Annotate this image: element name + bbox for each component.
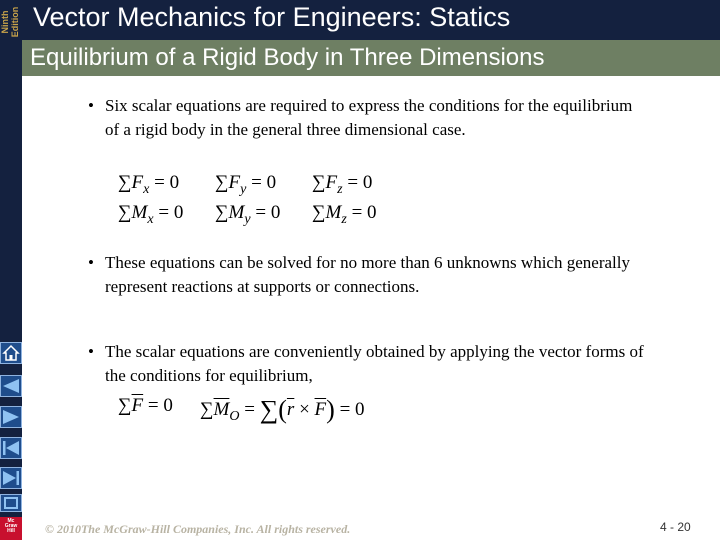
eq-rhs: 0 — [362, 172, 373, 193]
bullet-item — [88, 94, 648, 142]
title-bar — [22, 0, 720, 40]
bullet-symbol: • — [88, 96, 94, 115]
first-slide-button[interactable] — [0, 437, 22, 459]
previous-icon — [1, 376, 21, 396]
bullet-text: These equations can be solved for no more than 6 unknowns which generally represent reactions at supports or connections. — [105, 253, 630, 296]
eq-var: F — [325, 172, 338, 193]
equation-vector-moment: $\sum\overline{M}_O = \sum(\overline{r} \times \overline{F}) = 0$ — [200, 395, 365, 424]
home-button[interactable] — [0, 342, 22, 364]
eq-rhs: 0 — [266, 172, 277, 193]
eq-rhs: 0 — [169, 172, 180, 193]
edition-line-2: Edition — [10, 6, 20, 38]
eq-sub: O — [229, 409, 240, 424]
eq-f: $\overline{F}$ — [314, 399, 327, 420]
bullet-symbol: • — [88, 342, 94, 361]
eq-rhs: 0 — [163, 395, 173, 416]
bullet-symbol: • — [88, 253, 94, 272]
equation-sum-fz: $\sum F_z = 0$ — [312, 172, 373, 197]
eq-var: $\overline{M}$ — [213, 399, 230, 420]
equation-vector-force: $\sum\overline{F} = 0$ — [118, 395, 173, 416]
bullet-text: Six scalar equations are required to express the conditions for the equilibrium of a rigid body in the general three dimensional case. — [105, 96, 633, 139]
eq-sub: x — [143, 182, 150, 197]
eq-sub: x — [147, 212, 154, 227]
eq-var: M — [228, 202, 245, 223]
sidebar — [0, 0, 22, 540]
page-title: Vector Mechanics for Engineers: Statics — [33, 2, 511, 32]
page-number: 4 - 20 — [660, 520, 691, 534]
logo-line-3: Hill — [7, 528, 15, 534]
end-show-button[interactable] — [0, 494, 22, 512]
eq-var: M — [131, 202, 148, 223]
equation-sum-fy: $\sum F_y = 0$ — [215, 172, 277, 197]
first-icon — [1, 438, 21, 458]
bullet-text: The scalar equations are conveniently obtained by applying the vector forms of the conditions for equilibrium, — [105, 342, 644, 385]
next-icon — [1, 407, 21, 427]
equation-sum-fx: $\sum F_x = 0$ — [118, 172, 180, 197]
slide-subtitle: Equilibrium of a Rigid Body in Three Dimensions — [30, 44, 545, 71]
eq-rhs: 0 — [173, 202, 184, 223]
edition-label — [0, 0, 22, 44]
equation-sum-mx: $\sum M_x = 0$ — [118, 202, 184, 227]
eq-sub: z — [341, 212, 347, 227]
equation-sum-mz: $\sum M_z = 0$ — [312, 202, 377, 227]
previous-slide-button[interactable] — [0, 375, 22, 397]
logo-line-2: Graw — [4, 523, 18, 529]
subtitle-bar — [22, 40, 720, 76]
eq-r: $\overline{r}$ — [286, 399, 295, 420]
eq-var: F — [228, 172, 241, 193]
eq-sub: y — [240, 182, 247, 197]
bullet-item — [88, 251, 648, 299]
mcgraw-hill-logo — [0, 517, 22, 540]
last-icon — [1, 468, 21, 488]
logo-line-1: Mc — [7, 518, 15, 524]
copyright-notice: © 2010The McGraw-Hill Companies, Inc. All rights reserved. — [45, 522, 351, 536]
eq-var: M — [325, 202, 342, 223]
eq-var: $\overline{F}$ — [131, 395, 144, 416]
eq-sub: y — [244, 212, 251, 227]
eq-sub: z — [337, 182, 343, 197]
equation-sum-my: $\sum M_y = 0$ — [215, 202, 281, 227]
end-icon — [1, 495, 21, 511]
eq-rhs: 0 — [355, 399, 365, 420]
eq-var: F — [131, 172, 144, 193]
eq-rhs: 0 — [367, 202, 377, 223]
edition-line-1: Ninth — [0, 10, 10, 34]
bullet-item — [88, 340, 648, 388]
last-slide-button[interactable] — [0, 467, 22, 489]
next-slide-button[interactable] — [0, 406, 22, 428]
home-icon — [1, 343, 21, 363]
eq-rhs: 0 — [270, 202, 281, 223]
